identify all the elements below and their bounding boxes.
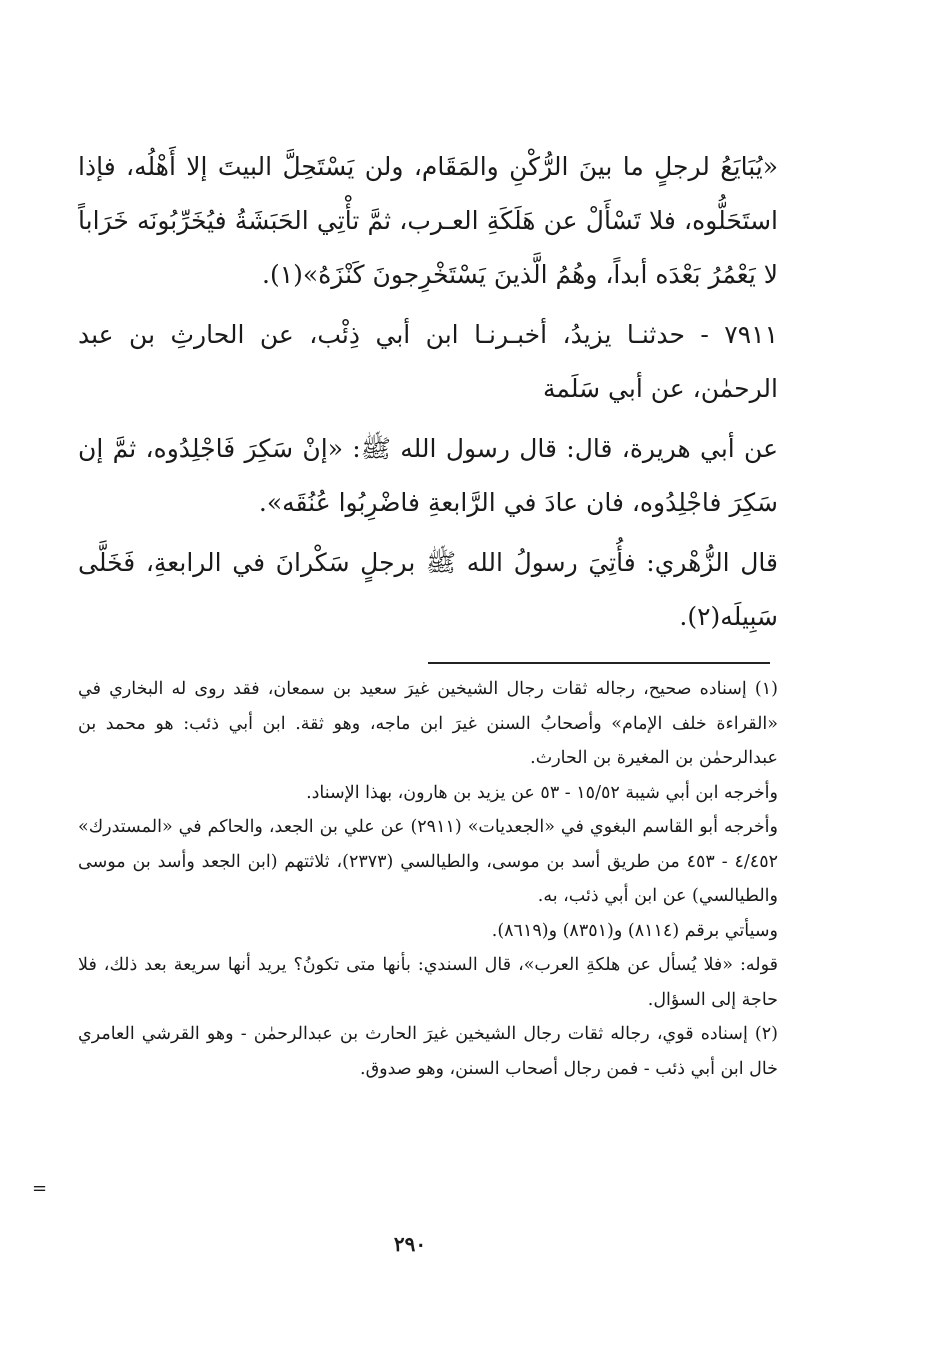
footnote-2: (٢) إسناده قوي، رجاله ثقات رجال الشيخين غيرَ الحارث بن عبدالرحمٰن - وهو القرشي العامري خال ابن أبي ذئب - فمن رجال أصحاب السنن، وهو صدوق. [78, 1024, 778, 1079]
footnote-1-ibn-abi-shaybah: وأخرجه ابن أبي شيبة ١٥/٥٢ - ٥٣ عن يزيد بن هارون، بهذا الإسناد. [306, 782, 778, 803]
footnote-1: (١) إسناده صحيح، رجاله ثقات رجال الشيخين غيرَ سعيد بن سمعان، فقد روى له البخاري في «القراءة خلف الإمام» وأصحابُ السنن غيرَ ابن ماجه، وهو ثقة. ابن أبي ذئب: هو محمد بن عبدالرحمٰن بن المغيرة بن الحارث. [78, 679, 778, 768]
footnote-1-cross-reference: وسيأتي برقم (٨١١٤) و(٨٣٥١) و(٨٦١٩). [491, 920, 778, 941]
hadith-7911-isnad: ٧٩١١ - حدثنـا يزيدُ، أخبـرنـا ابن أبي ذِئْب، عن الحارثِ بن عبد الرحمٰن، عن أبي سَلَمة [78, 320, 778, 403]
footnote-1-sindi-comment: قوله: «فلا يُسأل عن هلكةِ العرب»، قال السندي: بأنها متى تكونُ؟ يريد أنها سريعة بعد ذلك، فلا حاجة إلى السؤال. [78, 955, 778, 1010]
hadith-7911-matn: عن أبي هريرة، قال: قال رسول الله ﷺ: «إنْ سَكِرَ فَاجْلِدُوه، ثمَّ إن سَكِرَ فاجْلِدُوه، فان عادَ في الرَّابعةِ فاضْرِبُوا عُنُقَه». [78, 434, 778, 517]
footnote-divider [428, 662, 770, 664]
zuhri-statement: قال الزُّهْري: فأُتِيَ رسولُ الله ﷺ برجلٍ سَكْرانَ في الرابعةِ، فَخَلَّى سَبِيلَه(٢). [78, 548, 778, 631]
page-number: ٢٩٠ [393, 1232, 427, 1256]
footnote-1-other-sources: وأخرجه أبو القاسم البغوي في «الجعديات» (٢٩١١) عن علي بن الجعد، والحاكم في «المستدرك» ٤/٤٥٢ - ٤٥٣ من طريق أسد بن موسى، والطيالسي (٢٣٧٣)، ثلاثتهم (ابن الجعد وأسد بن موسى والطيالسي) عن ابن أبي ذئب، به. [78, 817, 778, 906]
hadith-text-continued: «يُبَايَعُ لرجلٍ ما بينَ الرُّكْنِ والمَقَام، ولن يَسْتَحِلَّ البيتَ إلا أَهْلُه، فإذا استَحَلُّوه، فلا تَسْأَلْ عن هَلَكَةِ العـرب، ثمَّ تأْتِي الحَبَشَةُ فيُخَرِّبُونَه خَرَاباً لا يَعْمُرُ بَعْدَه أبداً، وهُمُ الَّذينَ يَسْتَخْرِجونَ كَنْزَهُ»(١). [78, 152, 778, 289]
main-body [78, 140, 778, 650]
continuation-mark: = [32, 1178, 48, 1199]
footnotes [78, 672, 778, 1086]
main-text [78, 140, 778, 644]
